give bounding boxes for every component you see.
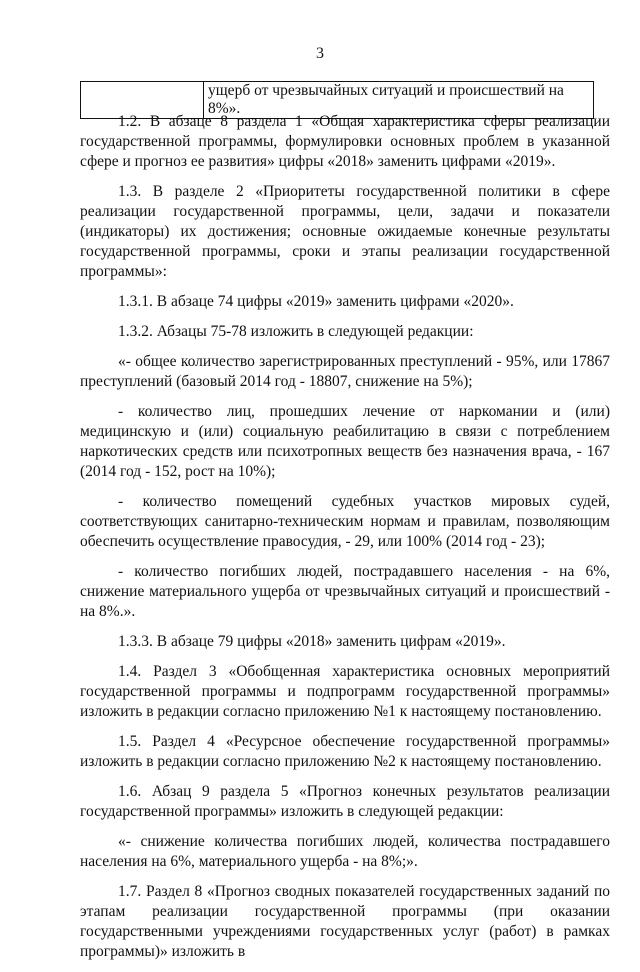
quoted-list-item: «- снижение количества погибших людей, количества пострадавшего населения на 6%, материального ущерба - на 8%;». bbox=[80, 833, 610, 870]
paragraph-1-3-2: 1.3.2. Абзацы 75-78 изложить в следующей редакции: bbox=[118, 323, 474, 340]
list-item-crimes: «- общее количество зарегистрированных преступлений - 95%, или 17867 преступлений (базовый 2014 год - 18807, снижение на 5%); bbox=[80, 353, 610, 390]
paragraph-1-7: 1.7. Раздел 8 «Прогноз сводных показателей государственных заданий по этапам реализации государственной программы (при оказании государственными учреждениями государственных услуг (работ) в рамках программы)» изложить в bbox=[80, 883, 610, 960]
paragraph-1-4: 1.4. Раздел 3 «Обобщенная характеристика основных мероприятий государственной программы и подпрограмм государственной программы» изложить в редакции согласно приложению №1 к настоящему постановлению. bbox=[80, 663, 610, 720]
page-number: 3 bbox=[316, 45, 324, 62]
paragraph-1-3: 1.3. В разделе 2 «Приоритеты государственной политики в сфере реализации государственной программы, цели, задачи и показатели (индикаторы) их достижения; основные ожидаемые конечные результаты государственной программы, сроки и этапы реализации государственной программы»: bbox=[80, 183, 610, 280]
list-item-victims: - количество погибших людей, пострадавшего населения - на 6%, снижение материального ущерба от чрезвычайных ситуаций и происшествий - на 8%.». bbox=[80, 563, 610, 620]
list-item-rehab: - количество лиц, прошедших лечение от наркомании и (или) медицинскую и (или) социальную реабилитацию в связи с потреблением наркотических средств или психотропных веществ без назначения врача, - 167 (2014 год - 152, рост на 10%); bbox=[80, 403, 610, 480]
paragraph-1-5: 1.5. Раздел 4 «Ресурсное обеспечение государственной программы» изложить в редакции согласно приложению №2 к настоящему постановлению. bbox=[80, 733, 610, 770]
paragraph-1-2: 1.2. В абзаце 8 раздела 1 «Общая характеристика сферы реализации государственной программы, формулировки основных проблем в указанной сфере и прогноз ее развития» цифры «2018» заменить цифрами «2019». bbox=[80, 113, 610, 170]
list-item-courts: - количество помещений судебных участков мировых судей, соответствующих санитарно-техническим нормам и правилам, позволяющим обеспечить осуществление правосудия, - 29, или 100% (2014 год - 23); bbox=[80, 493, 610, 550]
paragraph-1-3-3: 1.3.3. В абзаце 79 цифры «2018» заменить цифрам «2019». bbox=[118, 633, 506, 650]
paragraph-1-3-1: 1.3.1. В абзаце 74 цифры «2019» заменить цифрами «2020». bbox=[118, 293, 514, 310]
document-body bbox=[80, 112, 610, 972]
paragraph-1-6: 1.6. Абзац 9 раздела 5 «Прогноз конечных результатов реализации государственной программы» изложить в следующей редакции: bbox=[80, 783, 610, 820]
table-cell-right: ущерб от чрезвычайных ситуаций и происшествий на 8%». bbox=[204, 82, 594, 119]
